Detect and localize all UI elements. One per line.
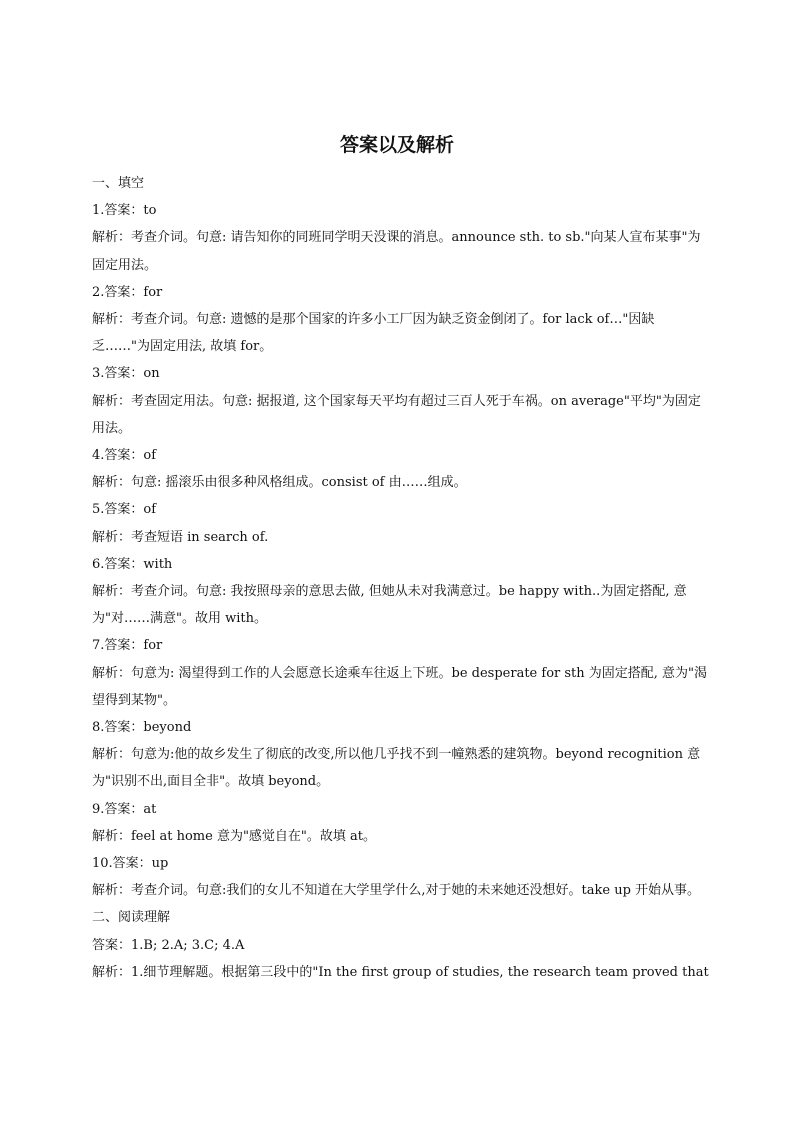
answer-line: 1.答案：to	[92, 203, 157, 219]
answer-line: 2.答案：for	[92, 284, 163, 300]
analysis-text: 解析：考查介词。句意:我们的女儿不知道在大学里学什么,对于她的未来她还没想好。take up 开始从事。	[92, 883, 701, 899]
analysis-text: 解析：feel at home 意为"感觉自在"。故填 at。	[92, 828, 377, 844]
analysis-text: 解析：考查介词。句意: 遗憾的是那个国家的许多小工厂因为缺乏资金倒闭了。for lack of…"因缺乏……"为固定用法, 故填 for。	[92, 312, 655, 355]
answer-item	[92, 197, 710, 279]
answer-item	[92, 850, 710, 904]
answer-line: 8.答案：beyond	[92, 720, 192, 736]
answer-item	[92, 714, 710, 796]
section-heading-fill-blank: 一、填空	[92, 176, 145, 191]
answer-item	[92, 496, 710, 550]
answer-item	[92, 360, 710, 442]
answer-line: 4.答案：of	[92, 448, 157, 464]
answer-content	[92, 170, 710, 986]
reading-answer-line: 答案：1.B; 2.A; 3.C; 4.A	[92, 937, 245, 953]
analysis-text: 解析：句意为: 渴望得到工作的人会愿意长途乘车往返上下班。be desperate for sth 为固定搭配, 意为"渴望得到某物"。	[92, 665, 708, 708]
answer-item	[92, 442, 710, 496]
answer-line: 9.答案：at	[92, 801, 157, 817]
answer-line: 7.答案：for	[92, 638, 163, 654]
answer-line: 5.答案：of	[92, 502, 157, 518]
answer-item	[92, 551, 710, 633]
analysis-text: 解析：考查介词。句意: 请告知你的同班同学明天没课的消息。announce sth. to sb."向某人宣布某事"为固定用法。	[92, 230, 701, 273]
analysis-text: 解析：考查短语 in search of.	[92, 529, 269, 545]
answer-item	[92, 632, 710, 714]
answer-line: 10.答案：up	[92, 856, 169, 872]
reading-analysis-text: 解析：1.细节理解题。根据第三段中的"In the first group of studies, the research team proved that	[92, 964, 709, 980]
page-title: 答案以及解析	[339, 134, 454, 156]
analysis-text: 解析：句意为:他的故乡发生了彻底的改变,所以他几乎找不到一幢熟悉的建筑物。beyond recognition 意为"识别不出,面目全非"。故填 beyond。	[92, 747, 701, 790]
answer-line: 3.答案：on	[92, 366, 160, 382]
answer-line: 6.答案：with	[92, 556, 173, 572]
analysis-text: 解析：考查固定用法。句意: 据报道, 这个国家每天平均有超过三百人死于车祸。on average"平均"为固定用法。	[92, 393, 701, 436]
analysis-text: 解析：句意: 摇滚乐由很多种风格组成。consist of 由……组成。	[92, 475, 467, 491]
section-heading-reading: 二、阅读理解	[92, 910, 171, 926]
answer-item	[92, 796, 710, 850]
answer-item	[92, 279, 710, 361]
analysis-text: 解析：考查介词。句意: 我按照母亲的意思去做, 但她从未对我满意过。be happy with..为固定搭配, 意为"对……满意"。故用 with。	[92, 584, 687, 627]
